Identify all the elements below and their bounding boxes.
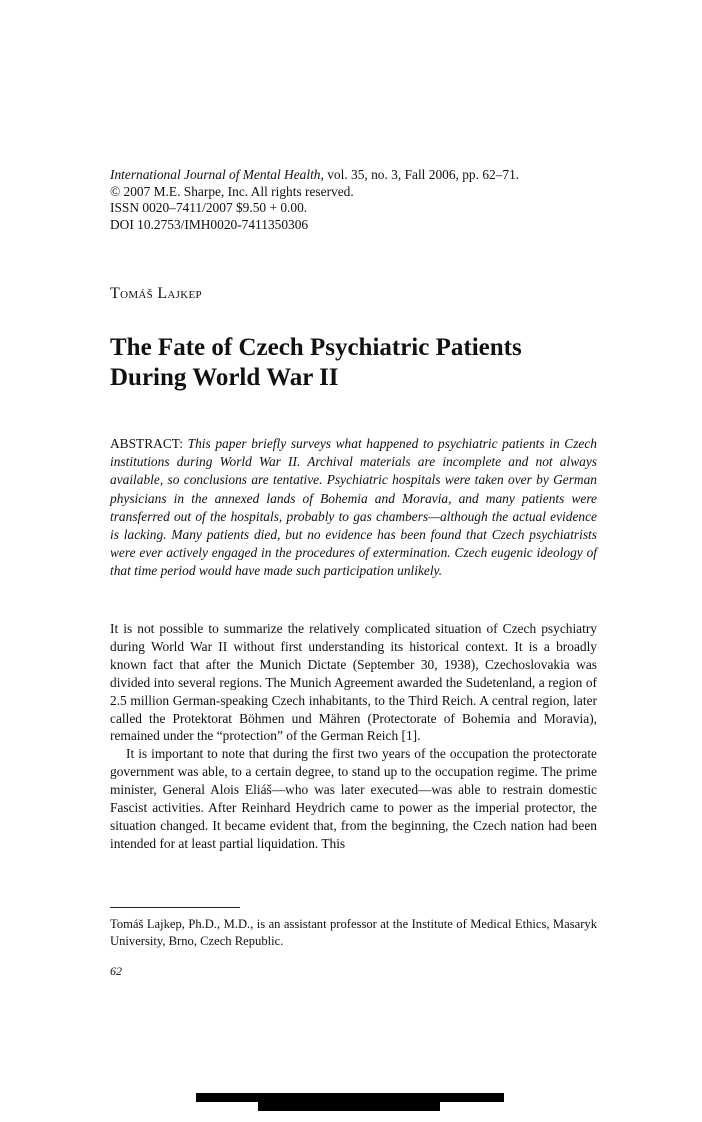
author-name: Tomáš Lajkep	[110, 285, 202, 302]
citation-block	[110, 167, 600, 233]
title-line-2: During World War II	[110, 364, 339, 391]
article-body	[110, 620, 597, 853]
doi-line: DOI 10.2753/IMH0020-7411350306	[110, 216, 309, 232]
footnote-divider	[110, 907, 240, 908]
issn-line: ISSN 0020–7411/2007 $9.50 + 0.00.	[110, 200, 308, 215]
author-footnote: Tomáš Lajkep, Ph.D., M.D., is an assistant professor at the Institute of Medical Ethics, Masaryk University, Brno, Czech Republic.	[110, 917, 597, 948]
abstract-label: ABSTRACT:	[110, 436, 188, 451]
journal-details: vol. 35, no. 3, Fall 2006, pp. 62–71.	[323, 167, 520, 182]
scan-artifact-bar-lower	[258, 1101, 440, 1111]
body-paragraph-2: It is important to note that during the first two years of the occupation the protectorate government was able, to a certain degree, to stand up to the occupation regime. The prime minister, General Alois Eliáš—who was later executed—was able to restrain domestic Fascist activities. After Reinhard Heydrich came to power as the imperial protector, the situation changed. It became evident that, from the beginning, the Czech nation had been intended for at least partial liquidation. This	[110, 746, 597, 851]
body-paragraph-1: It is not possible to summarize the relatively complicated situation of Czech psychiatry during World War II without first understanding its historical context. It is a broadly known fact that after the Munich Dictate (September 30, 1938), Czechoslovakia was divided into several regions. The Munich Agreement awarded the Sudetenland, a region of 2.5 million German-speaking Czech inhabitants, to the Third Reich. A central region, later called the Protektorat Böhmen und Mähren (Protectorate of Bohemia and Moravia), remained under the “protection” of the German Reich [1].	[110, 621, 597, 744]
abstract	[110, 435, 597, 581]
abstract-text: This paper briefly surveys what happened to psychiatric patients in Czech institutions during World War II. Archival materials are incomplete and not always available, so conclusions are tentative. Psychiatric hospitals were taken over by German physicians in the annexed lands of Bohemia and Moravia, and many patients were transferred out of the hospitals, probably to gas chambers—although the actual evidence is lacking. Many patients died, but no evidence has been found that Czech psychiatrists were ever actively engaged in the procedures of extermination. Czech eugenic ideology of that time period would have made such participation unlikely.	[110, 436, 598, 579]
copyright-line: © 2007 M.E. Sharpe, Inc. All rights reserved.	[110, 183, 354, 199]
title-line-1: The Fate of Czech Psychiatric Patients	[110, 334, 522, 361]
article-title	[110, 333, 610, 393]
journal-name: International Journal of Mental Health,	[110, 167, 324, 182]
citation-journal-line	[110, 167, 600, 184]
page-number: 62	[110, 964, 122, 978]
